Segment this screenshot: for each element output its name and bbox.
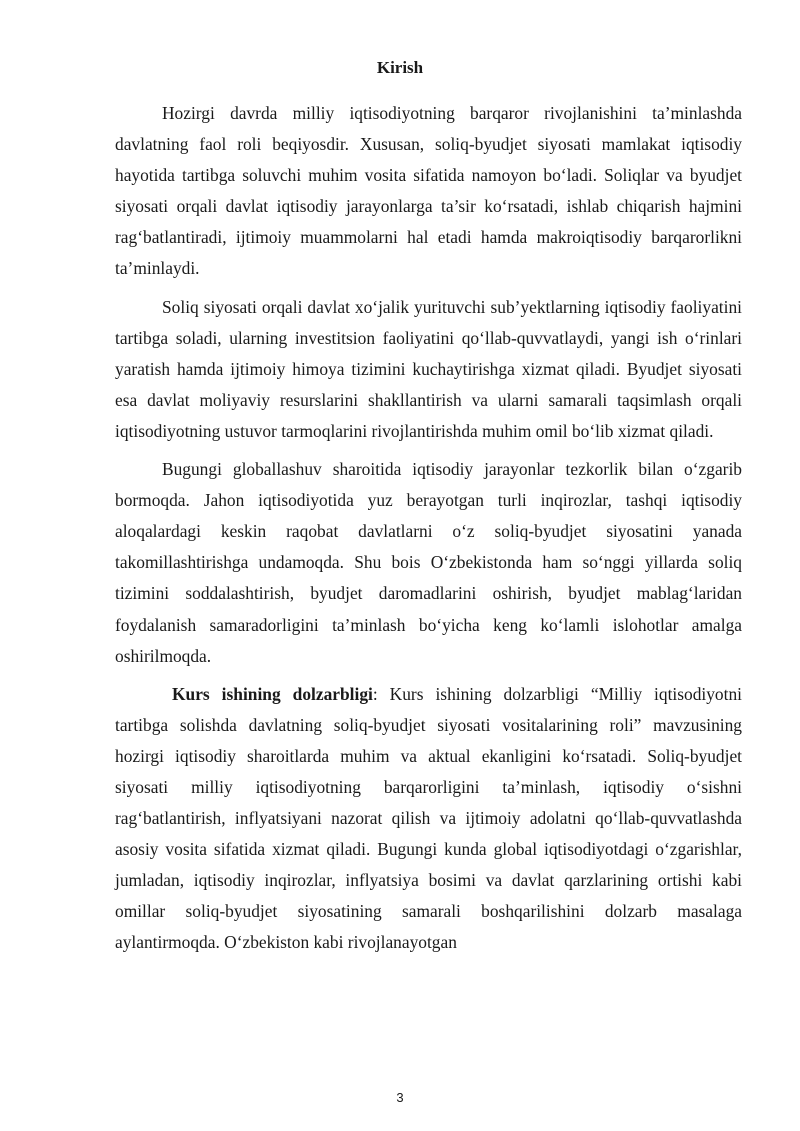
paragraph-2: Soliq siyosati orqali davlat xo‘jalik yurituvchi sub’yektlarning iqtisodiy faoliyatini tartibga soladi, ularning investitsion faoliyatini qo‘llab-quvvatlaydi, yangi ish o‘rinlari yaratish hamda ijtimoiy himoya tizimini kuchaytirishga xizmat qiladi. Byudjet siyosati esa davlat moliyaviy resurslarini shakllantirish va ularni samarali taqsimlash orqali iqtisodiyotning ustuvor tarmoqlarini rivojlantirishda muhim omil bo‘lib xizmat qiladi. [115, 296, 742, 441]
document-body [115, 98, 742, 966]
page-number: 3 [396, 1090, 404, 1105]
relevance-text: : Kurs ishining dolzarbligi “Milliy iqtisodiyotni tartibga solishda davlatning soliq-byudjet siyosati vositalarining roli” mavzusining hozirgi iqtisodiy sharoitlarda muhim va aktual ekanligini ko‘rsatadi. Soliq-byudjet siyosati milliy iqtisodiyotning barqarorligini ta’minlash, iqtisodiy o‘sishni rag‘batlantirish, inflyatsiyani nazorat qilish va ijtimoiy adolatni qo‘llab-quvvatlashda asosiy vosita sifatida xizmat qiladi. Bugungi kunda global iqtisodiyotdagi o‘zgarishlar, jumladan, iqtisodiy inqirozlar, inflyatsiya bosimi va davlat qarzlarining ortishi kabi omillar soliq-byudjet siyosatining samarali boshqarilishini dolzarb masalaga aylantirmoqda. O‘zbekiston kabi rivojlanayotgan [115, 683, 742, 953]
paragraph-1: Hozirgi davrda milliy iqtisodiyotning barqaror rivojlanishini ta’minlashda davlatning faol roli beqiyosdir. Xususan, soliq-byudjet siyosati mamlakat iqtisodiy hayotida tartibga soluvchi muhim vosita sifatida namoyon bo‘ladi. Soliqlar va byudjet siyosati orqali davlat iqtisodiy jarayonlarga ta’sir ko‘rsatadi, ishlab chiqarish hajmini rag‘batlantiradi, ijtimoiy muammolarni hal etadi hamda makroiqtisodiy barqarorlikni ta’minlaydi. [115, 103, 742, 279]
page-title: Kirish [376, 58, 424, 77]
relevance-heading: Kurs ishining dolzarbligi [172, 683, 373, 704]
paragraph-3: Bugungi globallashuv sharoitida iqtisodiy jarayonlar tezkorlik bilan o‘zgarib bormoqda. Jahon iqtisodiyotida yuz berayotgan turli inqirozlar, tashqi iqtisodiy aloqalardagi keskin raqobat davlatlarni o‘z soliq-byudjet siyosatini yanada takomillashtirishga undamoqda. Shu bois O‘zbekistonda ham so‘nggi yillarda soliq tizimini soddalashtirish, byudjet daromadlarini oshirish, byudjet mablag‘laridan foydalanish samaradorligini ta’minlash bo‘yicha keng ko‘lamli islohotlar amalga oshirilmoqda. [115, 459, 742, 666]
paragraph-relevance [115, 679, 742, 959]
